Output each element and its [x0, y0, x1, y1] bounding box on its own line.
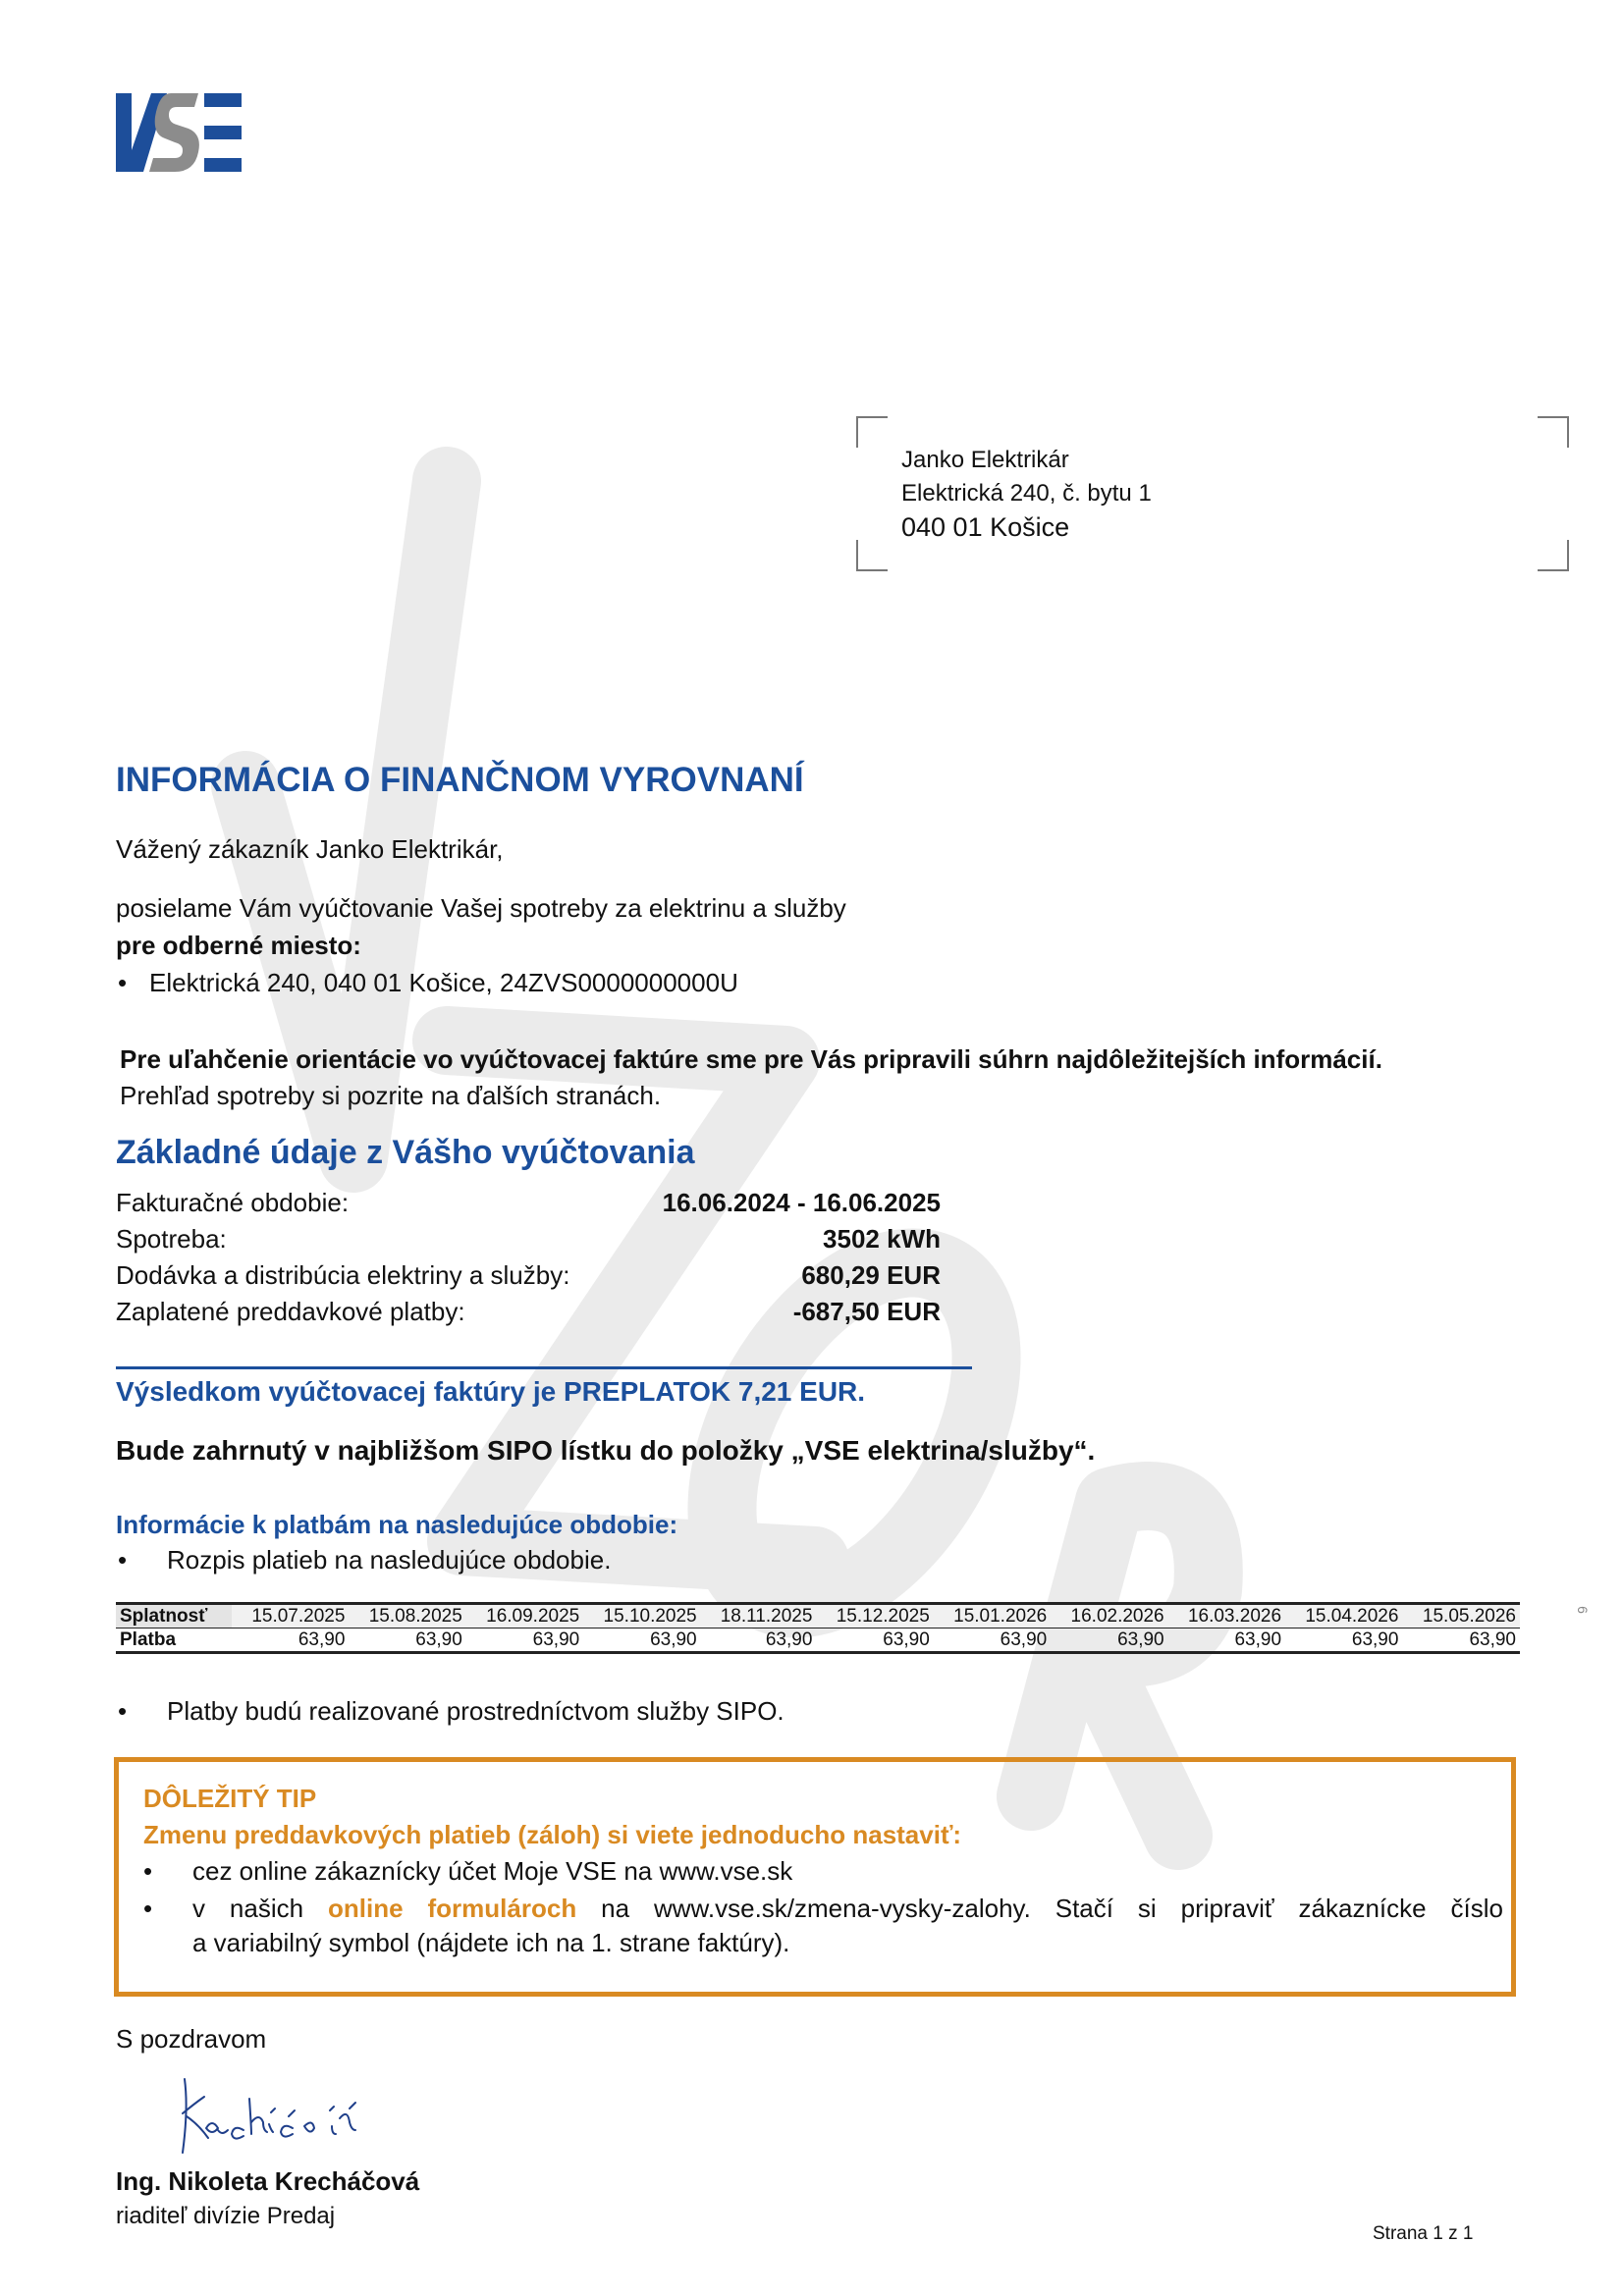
recipient-name: Janko Elektrikár: [901, 447, 1069, 473]
side-mark: 6: [1574, 1606, 1591, 1614]
payment-amount: 63,90: [1402, 1629, 1520, 1653]
bullet-icon: •: [143, 1894, 153, 1923]
amount-label: Platba: [116, 1629, 232, 1653]
row-label: Fakturačné obdobie:: [116, 1188, 350, 1217]
address-corner-bl: [856, 540, 888, 571]
sipo-note: Bude zahrnutý v najbližšom SIPO lístku do položky „VSE elektrina/služby“.: [116, 1435, 1096, 1466]
due-date: 15.04.2026: [1285, 1604, 1402, 1629]
payment-amount: 63,90: [1168, 1629, 1285, 1653]
prepayments-row: [116, 1297, 941, 1332]
payment-amount: 63,90: [583, 1629, 700, 1653]
recipient-city: 040 01 Košice: [901, 512, 1070, 542]
row-value: 680,29 EUR: [801, 1260, 941, 1290]
vse-logo: [116, 93, 242, 172]
page-number: Strana 1 z 1: [1373, 2223, 1474, 2244]
address-corner-tl: [856, 416, 888, 448]
due-date: 16.02.2026: [1051, 1604, 1167, 1629]
tip-item-2: [143, 1894, 1503, 1958]
payments-method: Platby budú realizované prostredníctvom služby SIPO.: [167, 1696, 784, 1726]
payment-amount: 63,90: [1285, 1629, 1402, 1653]
due-date: 15.10.2025: [583, 1604, 700, 1629]
billing-result: Výsledkom vyúčtovacej faktúry je PREPLATOK 7,21 EUR.: [116, 1376, 866, 1407]
due-date: 15.01.2026: [934, 1604, 1051, 1629]
row-value: -687,50 EUR: [792, 1297, 941, 1326]
bullet-icon: •: [118, 1545, 128, 1575]
recipient-address: [901, 444, 1152, 544]
due-date: 15.12.2025: [816, 1604, 933, 1629]
tip-heading: DÔLEŽITÝ TIP: [143, 1784, 317, 1813]
payment-schedule-table: [116, 1602, 1520, 1654]
due-label: Splatnosť: [116, 1604, 232, 1629]
payment-amount: 63,90: [1051, 1629, 1167, 1653]
row-label: Zaplatené preddavkové platby:: [116, 1297, 465, 1326]
row-label: Spotreba:: [116, 1224, 227, 1254]
divider: [116, 1366, 972, 1369]
due-date: 15.07.2025: [232, 1604, 349, 1629]
due-date: 15.05.2026: [1402, 1604, 1520, 1629]
due-date: 16.09.2025: [466, 1604, 583, 1629]
payments-method-bullet: [118, 1696, 784, 1727]
billing-period-row: [116, 1188, 941, 1223]
delivery-point-item: [118, 968, 738, 998]
closing: S pozdravom: [116, 2024, 267, 2054]
bullet-icon: •: [118, 968, 128, 997]
consumption-row: [116, 1224, 941, 1259]
payment-amount: 63,90: [816, 1629, 933, 1653]
payment-amount: 63,90: [349, 1629, 465, 1653]
tip-item-1: [143, 1856, 792, 1887]
payments-heading: Informácie k platbám na nasledujúce obdobie:: [116, 1510, 678, 1539]
signatory-name: Ing. Nikoleta Krecháčová: [116, 2166, 420, 2196]
intro-text: posielame Vám vyúčtovanie Vašej spotreby za elektrinu a služby: [116, 893, 846, 923]
address-corner-tr: [1538, 416, 1569, 448]
signatory-role: riaditeľ divízie Predaj: [116, 2203, 336, 2229]
due-date: 18.11.2025: [701, 1604, 817, 1629]
payment-amount: 63,90: [701, 1629, 817, 1653]
online-forms-link[interactable]: online formulároch: [328, 1894, 577, 1923]
basic-data-heading: Základné údaje z Vášho vyúčtovania: [116, 1134, 695, 1171]
row-value: 3502 kWh: [823, 1224, 941, 1254]
row-value: 16.06.2024 - 16.06.2025: [662, 1188, 941, 1217]
recipient-street: Elektrická 240, č. bytu 1: [901, 480, 1152, 507]
table-row: [116, 1629, 1520, 1653]
bullet-icon: •: [118, 1696, 128, 1726]
delivery-point-label: pre odberné miesto:: [116, 931, 361, 960]
signature: [175, 2069, 410, 2158]
delivery-point: Elektrická 240, 040 01 Košice, 24ZVS0000000000U: [149, 968, 738, 997]
address-corner-br: [1538, 540, 1569, 571]
table-row: [116, 1604, 1520, 1629]
tip-item-2-mid: na www.vse.sk/zmena-vysky-zalohy. Stačí si pripraviť zákaznícke číslo: [601, 1894, 1503, 1923]
bullet-icon: •: [143, 1856, 153, 1886]
supply-row: [116, 1260, 941, 1296]
due-date: 16.03.2026: [1168, 1604, 1285, 1629]
summary-note-bold: Pre uľahčenie orientácie vo vyúčtovacej faktúre sme pre Vás pripravili súhrn najdôležitejších informácií.: [120, 1044, 1382, 1074]
tip-item-2-prefix: v našich: [192, 1894, 304, 1923]
payments-bullet: [118, 1545, 611, 1575]
tip-subheading: Zmenu preddavkových platieb (záloh) si viete jednoducho nastaviť:: [143, 1820, 962, 1849]
document-title: INFORMÁCIA O FINANČNOM VYROVNANÍ: [116, 761, 804, 799]
tip-item-2-line2: a variabilný symbol (nájdete ich na 1. strane faktúry).: [192, 1928, 790, 1957]
tip-item-1-text: cez online zákaznícky účet Moje VSE na www.vse.sk: [192, 1856, 793, 1886]
greeting: Vážený zákazník Janko Elektrikár,: [116, 834, 504, 864]
payment-amount: 63,90: [466, 1629, 583, 1653]
payments-bullet-text: Rozpis platieb na nasledujúce obdobie.: [167, 1545, 612, 1575]
important-tip-box: [114, 1757, 1516, 1997]
summary-note: Prehľad spotreby si pozrite na ďalších stranách.: [120, 1081, 662, 1110]
due-date: 15.08.2025: [349, 1604, 465, 1629]
payment-amount: 63,90: [232, 1629, 349, 1653]
row-label: Dodávka a distribúcia elektriny a služby:: [116, 1260, 570, 1290]
payment-amount: 63,90: [934, 1629, 1051, 1653]
